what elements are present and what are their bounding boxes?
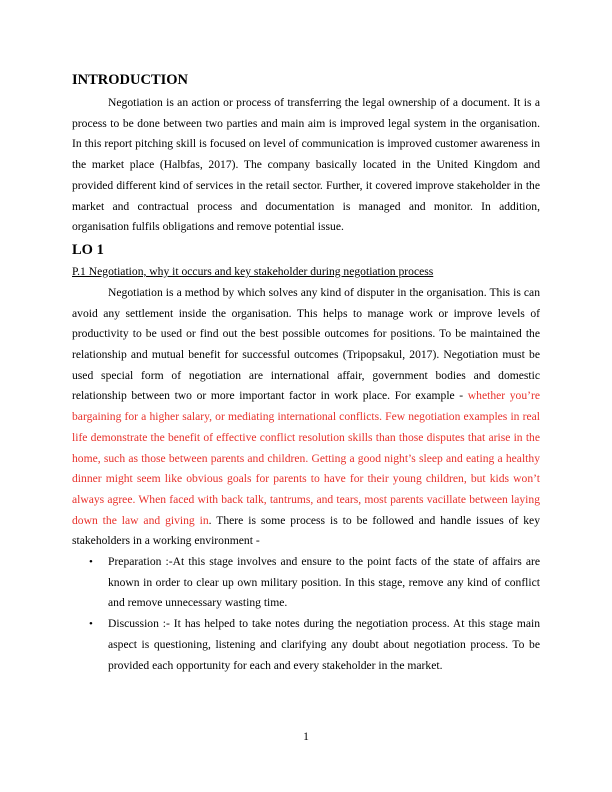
list-item-text: Discussion :- It has helped to take notes during the negotiation process. At this stage main aspect is questioning, listening and clarifying any doubt about negotiation process. To be provided each opportunity for each and every stakeholder in the market. xyxy=(108,617,540,672)
body-tail-text: . There is some process is to be followed and handle issues of key stakeholders in a working environment - xyxy=(72,513,540,548)
bullet-list xyxy=(72,552,540,676)
body-intro-text: Negotiation is a method by which solves any kind of disputer in the organisation. This is can avoid any settlement inside the organisation. This helps to manage work or improve levels of productivity to be used or find out the best possible outcomes for positions. To be maintained the relationship and mutual benefit for successful outcomes (Tripopsakul, 2017). Negotiation must be used special form of negotiation are international affair, government bodies and domestic relationship between two or more important factor in work place. For example - xyxy=(72,285,540,403)
page-number: 1 xyxy=(303,730,309,743)
list-item-text: Preparation :-At this stage involves and ensure to the point facts of the state of affairs are known in order to clear up own military position. In this stage, remove any kind of conflict and remove unnecessary wasting time. xyxy=(108,555,540,610)
introduction-paragraph: Negotiation is an action or process of transferring the legal ownership of a document. It is a process to be done between two parties and main aim is improved legal system in the organisation. In this report pitching skill is focused on level of communication is improved customer awareness in the market place (Halbfas, 2017). The company basically located in the United Kingdom and provided different kind of services in the retail sector. Further, it covered improve stakeholder in the market and contractual process and documentation is managed and monitor. In addition, organisation fulfils obligations and remove potential issue. xyxy=(72,96,540,234)
body-highlight-text: whether you’re bargaining for a higher salary, or mediating international conflicts. Few negotiation examples in real life demonstrate the benefit of effective conflict resolution skills than those disputes that arise in the home, such as those between parents and children. Getting a good night’s sleep and eating a healthy dinner might seem like obvious goals for parents to have for their young children, but kids won’t always agree. When faced with back talk, tantrums, and tears, most parents vacillate between laying down the law and giving in xyxy=(72,389,540,527)
lo1-heading: LO 1 xyxy=(72,241,104,258)
introduction-heading: INTRODUCTION xyxy=(72,72,189,88)
list-item xyxy=(72,614,540,676)
section-title: P.1 Negotiation, why it occurs and key stakeholder during negotiation process xyxy=(72,264,434,278)
document-page xyxy=(72,70,540,676)
body-paragraph xyxy=(72,283,540,552)
bullet-icon: • xyxy=(89,556,93,569)
list-item xyxy=(72,552,540,614)
bullet-icon: • xyxy=(89,618,93,631)
